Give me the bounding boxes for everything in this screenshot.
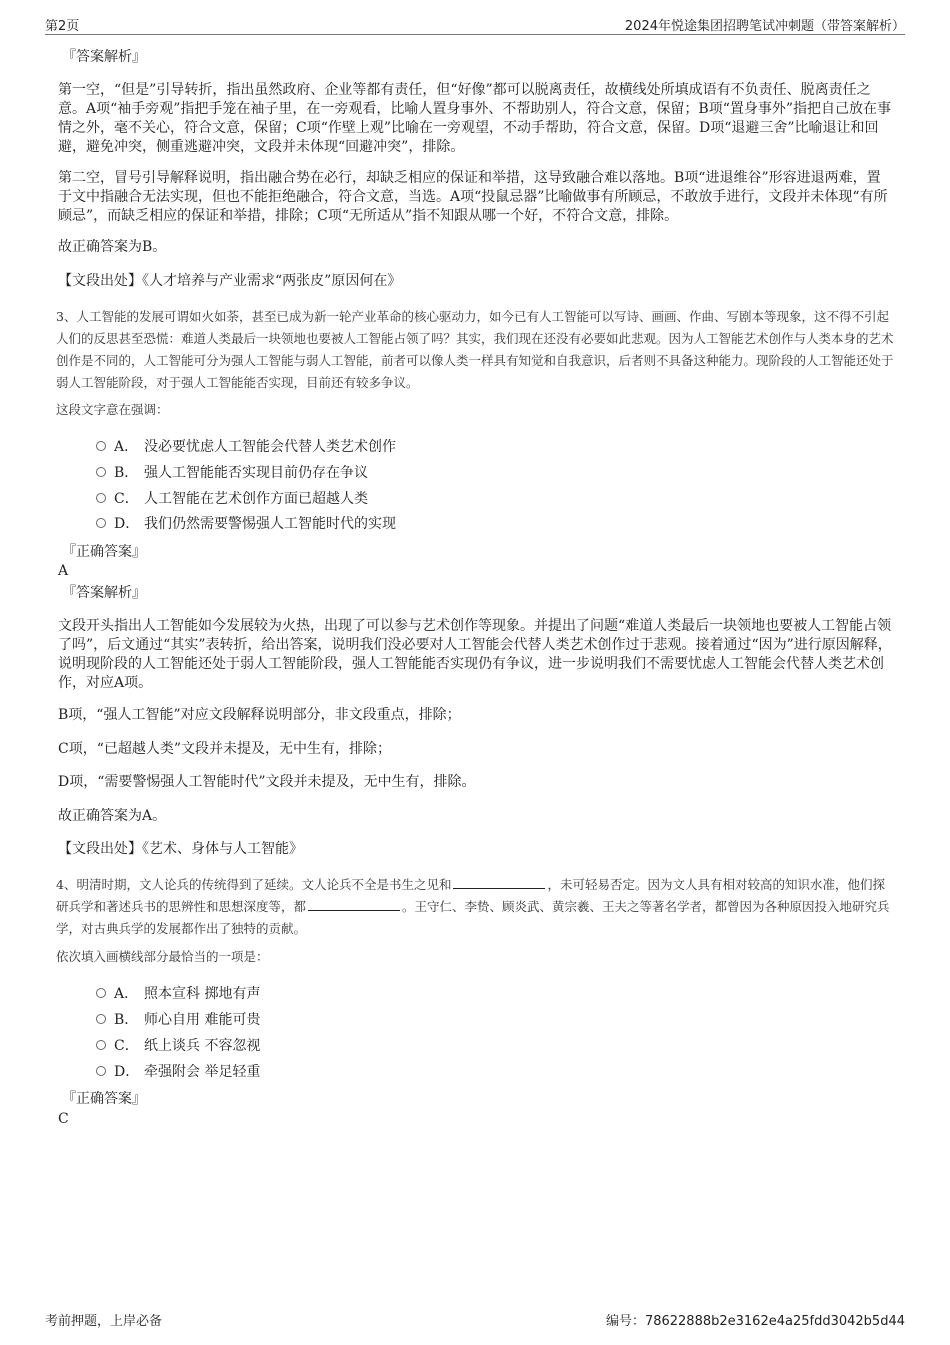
q4-answer: C bbox=[58, 1111, 69, 1127]
q3-analysis-b: B项，“强人工智能”对应文段解释说明部分，非文段重点，排除； bbox=[58, 707, 461, 723]
q2-conclusion: 故正确答案为B。 bbox=[58, 239, 167, 255]
q3-analysis-d: D项，“需要警惕强人工智能时代”文段并未提及，无中生有，排除。 bbox=[58, 774, 476, 790]
radio-icon[interactable] bbox=[96, 1066, 106, 1076]
radio-icon[interactable] bbox=[96, 1040, 106, 1050]
q3-question: 这段文字意在强调： bbox=[56, 402, 169, 417]
radio-icon[interactable] bbox=[96, 441, 106, 451]
q4-option-d[interactable]: D． 牵强附会 举足轻重 bbox=[96, 1063, 260, 1081]
q4-option-a[interactable]: A． 照本宣科 掷地有声 bbox=[96, 985, 260, 1003]
q2-analysis-p1: 第一空，“但是”引导转折，指出虽然政府、企业等都有责任，但“好像”都可以脱离责任，故横线处所填成语有不负责任、脱离责任之意。A项“袖手旁观”指把手笼在袖子里，在一旁观看，比喻人置身事外、不帮助别人，符合文意，保留；B项“置身事外”指把自己放在事情之外，毫不关心，符合文意，保留；C项“作壁上观”比喻在一旁观望，不动手帮助，符合文意，保留。D项“退避三舍”比喻退让和回避，避免冲突，侧重逃避冲突，文段并未体现“回避冲突”，排除。 bbox=[58, 82, 892, 155]
q3-conclusion: 故正确答案为A。 bbox=[58, 808, 167, 824]
q2-source: 【文段出处】《人才培养与产业需求“两张皮”原因何在》 bbox=[58, 273, 402, 289]
q4-option-b[interactable]: B． 师心自用 难能可贵 bbox=[96, 1011, 260, 1029]
q3-answer: A bbox=[58, 563, 69, 579]
q4-answer-label: 『正确答案』 bbox=[62, 1091, 146, 1107]
radio-icon[interactable] bbox=[96, 518, 106, 528]
q3-stem: 3、人工智能的发展可谓如火如荼，甚至已成为新一轮产业革命的核心驱动力，如今已有人工智能可以写诗、画画、作曲、写剧本等现象，这不得不引起人们的反思甚至恐慌：难道人类最后一块领地也要被人工智能占领了吗？其实，我们现在还没有必要如此悲观。因为人工智能艺术创作与人类本身的艺术创作是不同的，人工智能可分为强人工智能与弱人工智能，前者可以像人类一样具有知觉和自我意识，后者则不具备这种能力。现阶段的人工智能还处于弱人工智能阶段，对于强人工智能能否实现，目前还有较多争议。 bbox=[56, 309, 894, 390]
q3-option-c[interactable]: C． 人工智能在艺术创作方面已超越人类 bbox=[96, 490, 368, 508]
document-title: 2024年悦途集团招聘笔试冲刺题（带答案解析） bbox=[624, 19, 905, 34]
q4-stem: 4、明清时期，文人论兵的传统得到了延续。文人论兵不全是书生之见和 ，未可轻易否定。因为文人具有相对较高的知识水准，他们探研兵学和著述兵书的思辨性和思想深度等，都 。王守仁、李贽、顾炎武、黄宗羲、王夫之等著名学者，都曾因为各种原因投入地研究兵学，对古典兵学的发展都作出了独特的贡献。 bbox=[56, 877, 890, 936]
radio-icon[interactable] bbox=[96, 467, 106, 477]
q4-option-c[interactable]: C． 纸上谈兵 不容忽视 bbox=[96, 1037, 260, 1055]
blank-2 bbox=[308, 898, 400, 911]
page-header bbox=[45, 14, 905, 35]
radio-icon[interactable] bbox=[96, 1014, 106, 1024]
q3-analysis-label: 『答案解析』 bbox=[62, 585, 146, 601]
radio-icon[interactable] bbox=[96, 988, 106, 998]
q3-analysis-c: C项，“已超越人类”文段并未提及，无中生有，排除； bbox=[58, 741, 392, 757]
q3-option-d[interactable]: D． 我们仍然需要警惕强人工智能时代的实现 bbox=[96, 515, 396, 533]
page-number: 第2页 bbox=[45, 19, 80, 34]
q2-analysis-label: 『答案解析』 bbox=[62, 49, 146, 65]
q2-analysis-p2: 第二空，冒号引导解释说明，指出融合势在必行，却缺乏相应的保证和举措，这导致融合难以落地。B项“进退维谷”形容进退两难，置于文中指融合无法实现，但也不能拒绝融合，符合文意，当选。A项“投鼠忌器”比喻做事有所顾忌，不敢放手进行，文段并未体现“有所顾忌”，而缺乏相应的保证和举措，排除；C项“无所适从”指不知跟从哪一个好，不符合文意，排除。 bbox=[58, 170, 888, 224]
blank-1 bbox=[453, 876, 545, 889]
q4-question: 依次填入画横线部分最恰当的一项是： bbox=[56, 949, 269, 964]
q3-option-b[interactable]: B． 强人工智能能否实现目前仍存在争议 bbox=[96, 464, 368, 482]
radio-icon[interactable] bbox=[96, 493, 106, 503]
q3-answer-label: 『正确答案』 bbox=[62, 544, 146, 560]
q3-option-a[interactable]: A． 没必要忧虑人工智能会代替人类艺术创作 bbox=[96, 438, 396, 456]
q3-source: 【文段出处】《艺术、身体与人工智能》 bbox=[58, 841, 303, 857]
document-id: 编号：78622888b2e3162e4a25fdd3042b5d44 bbox=[605, 1314, 905, 1329]
footer-slogan: 考前押题，上岸必备 bbox=[45, 1314, 163, 1329]
q3-analysis-p1: 文段开头指出人工智能如今发展较为火热，出现了可以参与艺术创作等现象。并提出了问题“难道人类最后一块领地也要被人工智能占领了吗”，后文通过“其实”表转折，给出答案，说明我们没必要对人工智能会代替人类艺术创作过于悲观。接着通过“因为”进行原因解释，说明现阶段的人工智能还处于弱人工智能阶段，强人工智能能否实现仍有争议，进一步说明我们不需要忧虑人工智能会代替人类艺术创作，对应A项。 bbox=[58, 618, 892, 691]
